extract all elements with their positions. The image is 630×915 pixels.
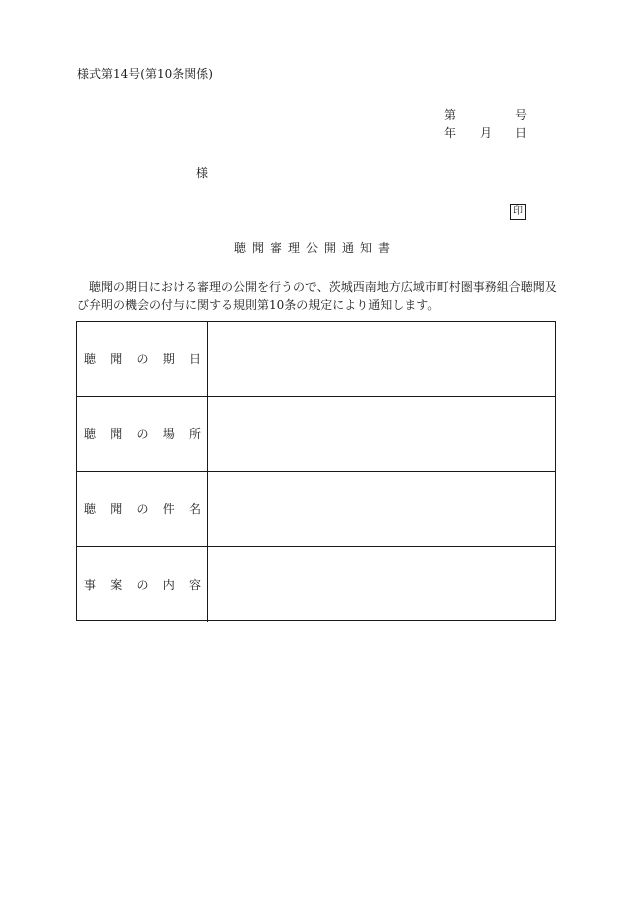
seal-mark: 印 bbox=[510, 204, 526, 220]
table-row bbox=[77, 397, 555, 472]
notice-body-text bbox=[77, 278, 557, 314]
hearing-subject-label: 聴聞の件名 bbox=[84, 502, 201, 516]
date-month-label: 月 bbox=[480, 126, 493, 140]
date-day-label: 日 bbox=[515, 126, 528, 140]
hearing-place-value bbox=[208, 397, 555, 471]
table-row bbox=[77, 547, 555, 622]
row-label-cell bbox=[77, 397, 208, 471]
row-label-cell bbox=[77, 322, 208, 396]
form-number: 様式第14号(第10条関係) bbox=[77, 67, 213, 81]
row-label-cell bbox=[77, 547, 208, 622]
case-content-label: 事案の内容 bbox=[84, 577, 201, 592]
hearing-details-table bbox=[76, 321, 556, 621]
hearing-date-label: 聴聞の期日 bbox=[84, 352, 201, 366]
notice-body-content: 聴聞の期日における審理の公開を行うので、茨城西南地方広域市町村圏事務組合聴聞及び弁明の機会の付与に関する規則第10条の規定により通知します。 bbox=[77, 280, 557, 312]
date-year-label: 年 bbox=[444, 126, 457, 140]
row-label-cell bbox=[77, 472, 208, 546]
document-number-suffix: 号 bbox=[515, 108, 528, 122]
document-number-prefix: 第 bbox=[444, 108, 457, 122]
hearing-date-value bbox=[208, 322, 555, 396]
addressee-honorific: 様 bbox=[196, 166, 209, 180]
table-row bbox=[77, 472, 555, 547]
table-row bbox=[77, 322, 555, 397]
hearing-subject-value bbox=[208, 472, 555, 546]
document-title: 聴聞審理公開通知書 bbox=[233, 241, 396, 255]
case-content-value bbox=[208, 547, 555, 622]
hearing-place-label: 聴聞の場所 bbox=[84, 427, 201, 441]
